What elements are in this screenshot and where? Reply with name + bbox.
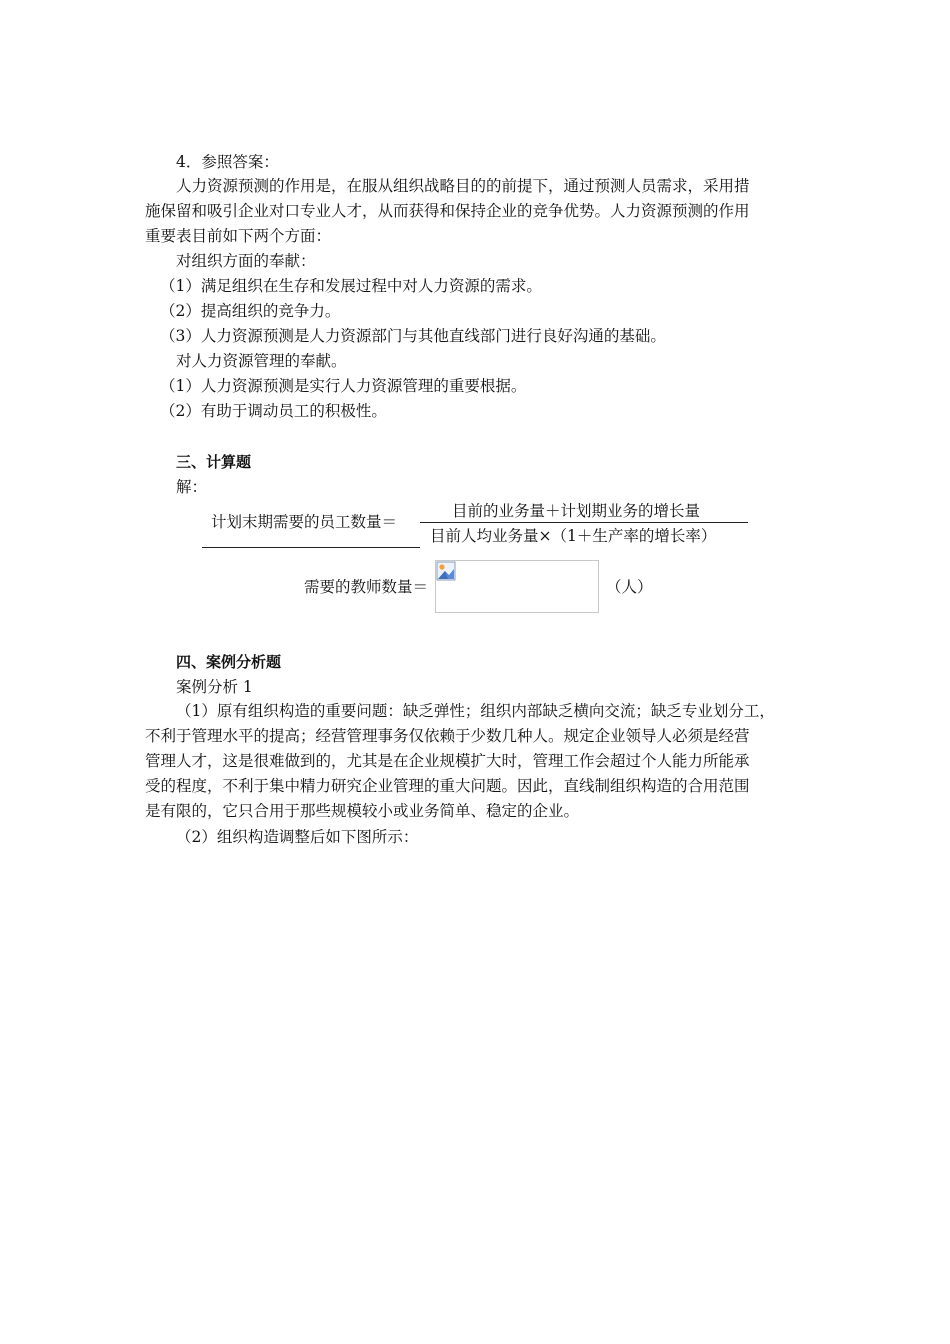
- case-para-line: 不利于管理水平的提高；经营管理事务仅依赖于少数几种人。规定企业领导人必须是经营: [145, 727, 750, 745]
- org-item: （2）提高组织的竞争力。: [160, 302, 341, 320]
- org-contrib-title: 对组织方面的奉献：: [176, 252, 316, 270]
- formula-numerator: 目前的业务量＋计划期业务的增长量: [452, 502, 701, 520]
- unit-label: （人）: [606, 578, 653, 596]
- section-4-heading: 四、案例分析题: [176, 653, 282, 671]
- formula-denominator: 目前人均业务量×（1＋生产率的增长率）: [430, 527, 717, 545]
- answer-para-line: 施保留和吸引企业对口专业人才，从而获得和保持企业的竞争优势。人力资源预测的作用: [145, 202, 750, 220]
- org-item: （3）人力资源预测是人力资源部门与其他直线部门进行良好沟通的基础。: [160, 327, 666, 345]
- fraction-bar: [420, 522, 748, 523]
- formula-lhs: 计划末期需要的员工数量＝: [211, 513, 398, 531]
- case-para-line: （1）原有组织构造的重要问题：缺乏弹性；组织内部缺乏横向交流；缺乏专业划分工，: [176, 702, 775, 720]
- org-item: （1）满足组织在生存和发展过程中对人力资源的需求。: [160, 277, 542, 295]
- solution-label: 解：: [176, 478, 208, 496]
- teacher-formula-lhs: 需要的教师数量＝: [304, 578, 429, 596]
- hr-item: （2）有助于调动员工的积极性。: [160, 402, 387, 420]
- case-item-2: （2）组织构造调整后如下图所示：: [176, 828, 419, 846]
- case-para-line: 是有限的，它只合用于那些规模较小或业务简单、稳定的企业。: [145, 802, 580, 820]
- answer-para-line: 人力资源预测的作用是，在服从组织战略目的的前提下，通过预测人员需求，采用措: [176, 177, 750, 195]
- section-3-heading: 三、计算题: [176, 453, 252, 471]
- formula-underline: [202, 547, 420, 548]
- hr-item: （1）人力资源预测是实行人力资源管理的重要根据。: [160, 377, 527, 395]
- hr-contrib-title: 对人力资源管理的奉献。: [176, 352, 347, 370]
- answer-para-line: 重要表目前如下两个方面：: [145, 227, 332, 245]
- case-para-line: 受的程度，不利于集中精力研究企业管理的重大问题。因此，直线制组织构造的合用范围: [145, 777, 750, 795]
- case-title: 案例分析 1: [176, 678, 253, 696]
- answer-heading: 4．参照答案：: [176, 153, 279, 171]
- broken-image-icon: [436, 561, 456, 581]
- missing-formula-image: [435, 560, 599, 613]
- case-para-line: 管理人才，这是很难做到的，尤其是在企业规模扩大时，管理工作会超过个人能力所能承: [145, 752, 750, 770]
